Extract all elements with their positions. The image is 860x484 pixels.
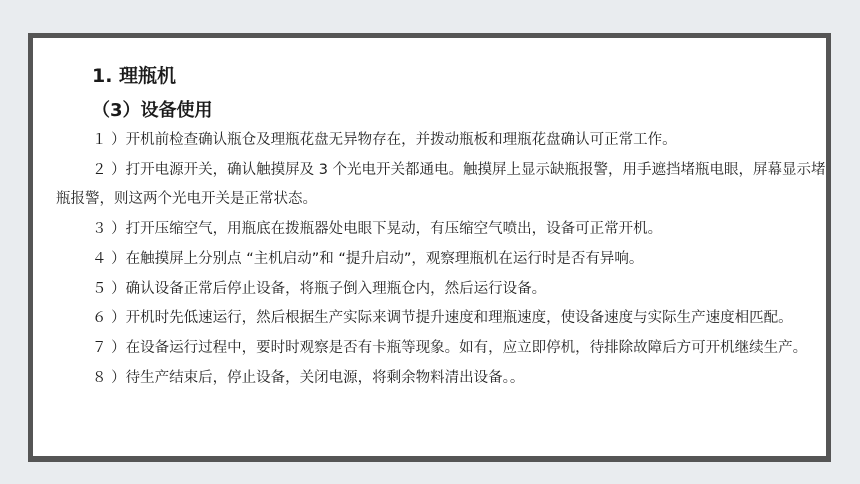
paragraph-step-6: ６ ）开机时先低速运行，然后根据生产实际来调节提升速度和理瓶速度，使设备速度与实际生产速度相匹配。 bbox=[92, 310, 793, 327]
slide-frame bbox=[28, 33, 831, 461]
paragraph-step-7: ７ ）在设备运行过程中，要时时观察是否有卡瓶等现象。如有，应立即停机，待排除故障后方可开机继续生产。 bbox=[92, 339, 808, 356]
paragraph-step-5: ５ ）确认设备正常后停止设备，将瓶子倒入理瓶仓内，然后运行设备。 bbox=[92, 280, 547, 297]
paragraph-step-2: ２ ）打开电源开关，确认触摸屏及 3 个光电开关都通电。触摸屏上显示缺瓶报警，用手遮挡堵瓶电眼，屏幕显示堵瓶报警，则这两个光电开关是正常状态。 bbox=[56, 161, 826, 208]
subsection-title: （3）设备使用 bbox=[92, 100, 213, 121]
body-text bbox=[56, 126, 826, 393]
paragraph-step-3: ３ ）打开压缩空气，用瓶底在拨瓶器处电眼下晃动，有压缩空气喷出，设备可正常开机。 bbox=[92, 221, 663, 238]
section-title: 1. 理瓶机 bbox=[92, 65, 177, 87]
paragraph-step-1: １ ）开机前检查确认瓶仓及理瓶花盘无异物存在，并拨动瓶板和理瓶花盘确认可正常工作。 bbox=[92, 132, 677, 148]
paragraph-step-4: ４ ）在触摸屏上分别点 “主机启动”和 “提升启动”，观察理瓶机在运行时是否有异响。 bbox=[92, 250, 644, 267]
frame-bottom-bar bbox=[28, 456, 831, 462]
paragraph-step-8: ８ ）待生产结束后，停止设备，关闭电源，将剩余物料清出设备。。 bbox=[92, 369, 525, 386]
